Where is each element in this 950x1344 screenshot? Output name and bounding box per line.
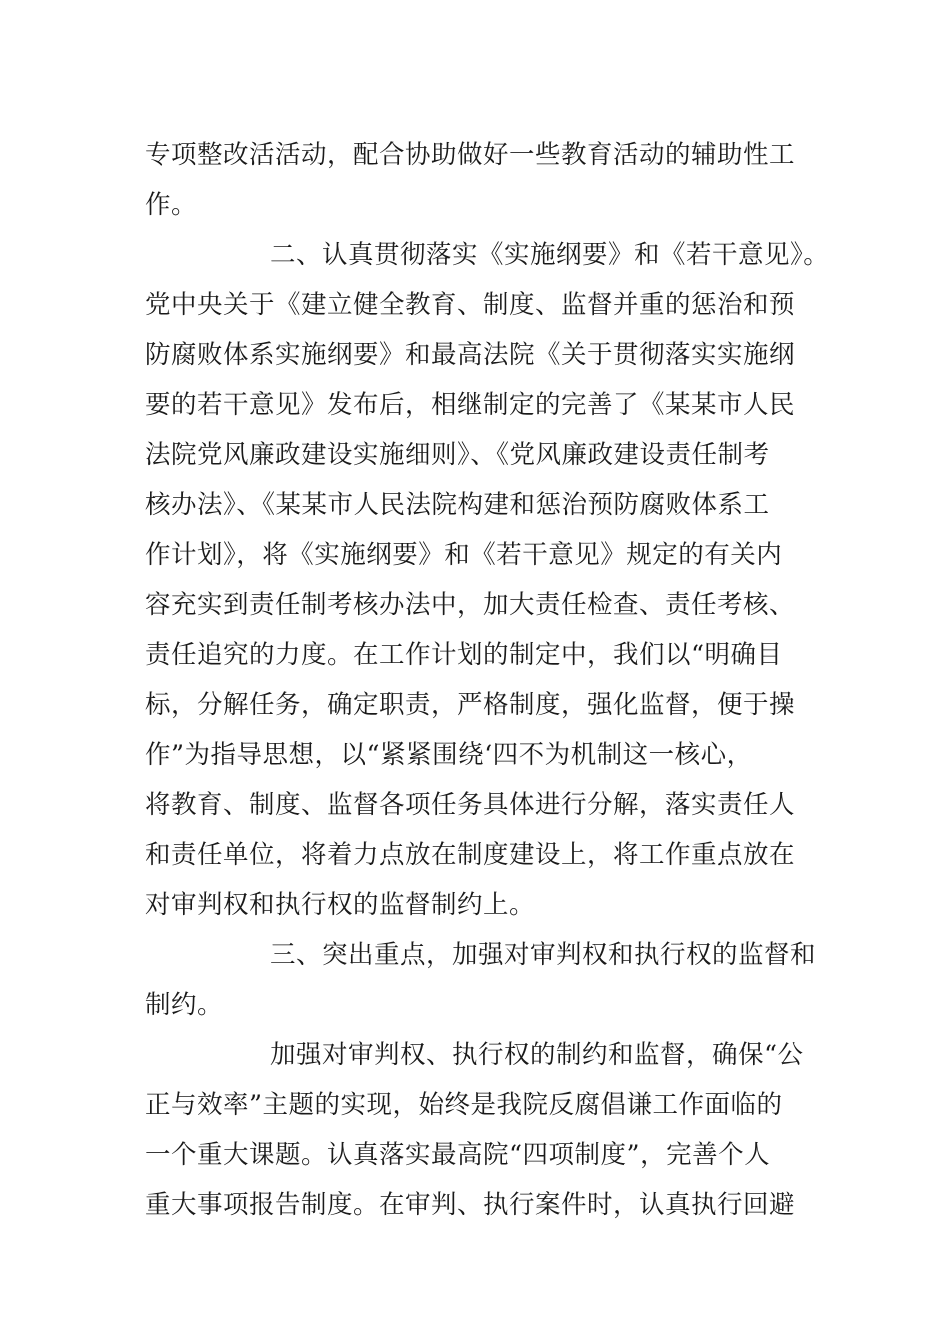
paragraph-start: 加强对审判权、执行权的制约和监督，确保“公: [270, 1040, 804, 1070]
text-line: 将教育、制度、监督各项任务具体进行分解，落实责任人: [145, 790, 796, 820]
text-line: 一个重大课题。认真落实最高院“四项制度”，完善个人: [145, 1140, 771, 1170]
text-line: 正与效率”主题的实现，始终是我院反腐倡谦工作面临的: [145, 1090, 783, 1120]
text-line: 和责任单位，将着力点放在制度建设上，将工作重点放在: [145, 840, 796, 870]
section-heading: 二、认真贯彻落实《实施纲要》和《若干意见》。: [270, 240, 830, 270]
text-line: 容充实到责任制考核办法中，加大责任检查、责任考核、: [145, 590, 796, 620]
text-line: 防腐败体系实施纲要》和最高法院《关于贯彻落实实施纲: [145, 340, 796, 370]
text-line: 对审判权和执行权的监督制约上。: [145, 890, 536, 920]
section-heading: 三、突出重点，加强对审判权和执行权的监督和: [270, 940, 817, 970]
text-line: 专项整改活活动，配合协助做好一些教育活动的辅助性工: [145, 140, 796, 170]
text-line: 党中央关于《建立健全教育、制度、监督并重的惩治和预: [145, 290, 796, 320]
text-line: 作”为指导思想，以“紧紧围绕‘四不为机制这一核心，: [145, 740, 753, 770]
text-line: 制约。: [145, 990, 224, 1020]
text-line: 作计划》，将《实施纲要》和《若干意见》规定的有关内: [145, 540, 783, 570]
text-line: 作。: [145, 190, 198, 220]
text-line: 核办法》、《某某市人民法院构建和惩治预防腐败体系工: [145, 490, 770, 520]
text-line: 要的若干意见》发布后，相继制定的完善了《某某市人民: [145, 390, 796, 420]
text-line: 责任追究的力度。在工作计划的制定中，我们以“明确目: [145, 640, 783, 670]
text-line: 标，分解任务，确定职责，严格制度，强化监督，便于操: [145, 690, 796, 720]
text-line: 法院党风廉政建设实施细则》、《党风廉政建设责任制考: [145, 440, 770, 470]
text-line: 重大事项报告制度。在审判、执行案件时，认真执行回避: [145, 1190, 796, 1220]
